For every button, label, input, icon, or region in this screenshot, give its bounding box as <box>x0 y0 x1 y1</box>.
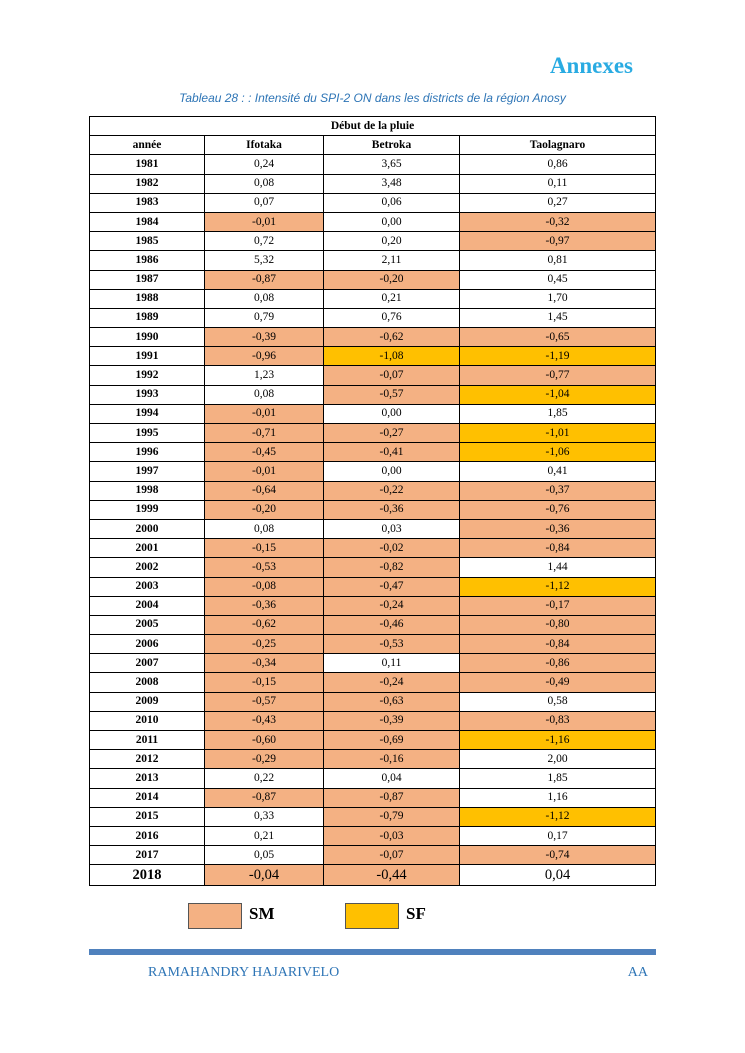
ifotaka-cell: -0,57 <box>205 692 324 711</box>
year-cell: 2007 <box>90 654 205 673</box>
ifotaka-cell: 0,79 <box>205 308 324 327</box>
year-cell: 1991 <box>90 347 205 366</box>
betroka-cell: -0,02 <box>324 539 460 558</box>
footer-author: RAMAHANDRY HAJARIVELO <box>148 965 340 980</box>
year-cell: 1983 <box>90 193 205 212</box>
betroka-cell: -0,22 <box>324 481 460 500</box>
taolagnaro-cell: -0,97 <box>460 232 656 251</box>
year-cell: 2008 <box>90 673 205 692</box>
taolagnaro-cell: -1,06 <box>460 443 656 462</box>
year-cell: 1999 <box>90 500 205 519</box>
year-cell: 1990 <box>90 328 205 347</box>
table-row <box>90 270 656 289</box>
table-row <box>90 155 656 174</box>
table-row <box>90 424 656 443</box>
table-row <box>90 692 656 711</box>
taolagnaro-cell: -0,84 <box>460 539 656 558</box>
betroka-cell: 0,21 <box>324 289 460 308</box>
column-header-taolagnaro: Taolagnaro <box>460 136 656 155</box>
ifotaka-cell: -0,34 <box>205 654 324 673</box>
table-row <box>90 462 656 481</box>
taolagnaro-cell: -0,77 <box>460 366 656 385</box>
betroka-cell: -0,39 <box>324 711 460 730</box>
betroka-cell: 3,65 <box>324 155 460 174</box>
column-header-ifotaka: Ifotaka <box>205 136 324 155</box>
legend-swatch-sf <box>345 903 399 929</box>
ifotaka-cell: 0,22 <box>205 769 324 788</box>
ifotaka-cell: -0,53 <box>205 558 324 577</box>
betroka-cell: -0,03 <box>324 826 460 845</box>
betroka-cell: -0,27 <box>324 424 460 443</box>
taolagnaro-cell: 2,00 <box>460 750 656 769</box>
ifotaka-cell: 1,23 <box>205 366 324 385</box>
ifotaka-cell: -0,39 <box>205 328 324 347</box>
betroka-cell: -0,87 <box>324 788 460 807</box>
betroka-cell: 0,06 <box>324 193 460 212</box>
betroka-cell: -0,62 <box>324 328 460 347</box>
legend-swatch-sm <box>188 903 242 929</box>
page-title: Annexes <box>549 53 633 78</box>
year-cell: 1995 <box>90 424 205 443</box>
betroka-cell: -0,69 <box>324 731 460 750</box>
year-cell: 2013 <box>90 769 205 788</box>
year-cell: 1987 <box>90 270 205 289</box>
taolagnaro-cell: 0,58 <box>460 692 656 711</box>
table-body <box>90 155 656 886</box>
taolagnaro-cell: -0,32 <box>460 212 656 231</box>
table-row <box>90 711 656 730</box>
table-row <box>90 846 656 865</box>
year-cell: 1989 <box>90 308 205 327</box>
table-row <box>90 174 656 193</box>
taolagnaro-cell: -0,17 <box>460 596 656 615</box>
table-row <box>90 865 656 886</box>
taolagnaro-cell: -0,36 <box>460 519 656 538</box>
spi-table <box>89 116 656 886</box>
ifotaka-cell: -0,01 <box>205 212 324 231</box>
ifotaka-cell: -0,87 <box>205 270 324 289</box>
year-cell: 1981 <box>90 155 205 174</box>
table-row <box>90 385 656 404</box>
taolagnaro-cell: -0,80 <box>460 615 656 634</box>
year-cell: 1998 <box>90 481 205 500</box>
year-cell: 1984 <box>90 212 205 231</box>
betroka-cell: 0,00 <box>324 212 460 231</box>
ifotaka-cell: -0,43 <box>205 711 324 730</box>
table-row <box>90 212 656 231</box>
column-header-betroka: Betroka <box>324 136 460 155</box>
table-row <box>90 750 656 769</box>
table-row <box>90 443 656 462</box>
betroka-cell: -0,82 <box>324 558 460 577</box>
table-row <box>90 481 656 500</box>
taolagnaro-cell: 1,70 <box>460 289 656 308</box>
ifotaka-cell: -0,71 <box>205 424 324 443</box>
year-cell: 2014 <box>90 788 205 807</box>
year-cell: 1986 <box>90 251 205 270</box>
taolagnaro-cell: -0,76 <box>460 500 656 519</box>
year-cell: 2017 <box>90 846 205 865</box>
year-cell: 2004 <box>90 596 205 615</box>
table-row <box>90 404 656 423</box>
taolagnaro-cell: 0,41 <box>460 462 656 481</box>
table-row <box>90 366 656 385</box>
taolagnaro-cell: -1,16 <box>460 731 656 750</box>
year-cell: 1997 <box>90 462 205 481</box>
betroka-cell: -0,24 <box>324 673 460 692</box>
ifotaka-cell: -0,60 <box>205 731 324 750</box>
taolagnaro-cell: -1,19 <box>460 347 656 366</box>
ifotaka-cell: 0,33 <box>205 807 324 826</box>
ifotaka-cell: -0,15 <box>205 539 324 558</box>
betroka-cell: -0,07 <box>324 846 460 865</box>
betroka-cell: 0,11 <box>324 654 460 673</box>
taolagnaro-cell: -1,12 <box>460 577 656 596</box>
ifotaka-cell: -0,45 <box>205 443 324 462</box>
betroka-cell: 0,76 <box>324 308 460 327</box>
betroka-cell: -0,53 <box>324 635 460 654</box>
table-row <box>90 635 656 654</box>
taolagnaro-cell: -1,04 <box>460 385 656 404</box>
table-caption: Tableau 28 : : Intensité du SPI-2 ON dans les districts de la région Anosy <box>179 91 566 105</box>
table-row <box>90 347 656 366</box>
year-cell: 1992 <box>90 366 205 385</box>
betroka-cell: 0,00 <box>324 462 460 481</box>
taolagnaro-cell: -0,74 <box>460 846 656 865</box>
taolagnaro-cell: -0,84 <box>460 635 656 654</box>
taolagnaro-cell: -0,37 <box>460 481 656 500</box>
betroka-cell: -0,44 <box>324 865 460 886</box>
betroka-cell: -0,47 <box>324 577 460 596</box>
ifotaka-cell: -0,20 <box>205 500 324 519</box>
betroka-cell: -0,63 <box>324 692 460 711</box>
table-row <box>90 289 656 308</box>
year-cell: 2012 <box>90 750 205 769</box>
betroka-cell: 0,20 <box>324 232 460 251</box>
year-cell: 1982 <box>90 174 205 193</box>
footer-page: AA <box>627 965 648 980</box>
betroka-cell: -0,57 <box>324 385 460 404</box>
taolagnaro-cell: -1,12 <box>460 807 656 826</box>
ifotaka-cell: 5,32 <box>205 251 324 270</box>
table-row <box>90 500 656 519</box>
taolagnaro-cell: 0,45 <box>460 270 656 289</box>
betroka-cell: -0,24 <box>324 596 460 615</box>
column-header-annee: année <box>90 136 205 155</box>
taolagnaro-cell: 1,44 <box>460 558 656 577</box>
table-row <box>90 769 656 788</box>
betroka-cell: 0,03 <box>324 519 460 538</box>
ifotaka-cell: -0,96 <box>205 347 324 366</box>
taolagnaro-cell: -0,83 <box>460 711 656 730</box>
footer-divider <box>89 949 656 955</box>
table-row <box>90 308 656 327</box>
year-cell: 2018 <box>90 865 205 886</box>
ifotaka-cell: 0,05 <box>205 846 324 865</box>
table-row <box>90 519 656 538</box>
betroka-cell: 3,48 <box>324 174 460 193</box>
betroka-cell: -0,46 <box>324 615 460 634</box>
taolagnaro-cell: 0,04 <box>460 865 656 886</box>
year-cell: 1993 <box>90 385 205 404</box>
legend-label-sf: SF <box>406 904 426 923</box>
ifotaka-cell: 0,08 <box>205 174 324 193</box>
ifotaka-cell: 0,08 <box>205 519 324 538</box>
taolagnaro-cell: 1,85 <box>460 404 656 423</box>
table-row <box>90 539 656 558</box>
year-cell: 2015 <box>90 807 205 826</box>
taolagnaro-cell: 1,16 <box>460 788 656 807</box>
taolagnaro-cell: 0,17 <box>460 826 656 845</box>
betroka-cell: -0,41 <box>324 443 460 462</box>
group-header: Début de la pluie <box>90 117 656 136</box>
betroka-cell: -0,16 <box>324 750 460 769</box>
betroka-cell: -0,79 <box>324 807 460 826</box>
table-row <box>90 654 656 673</box>
year-cell: 1994 <box>90 404 205 423</box>
year-cell: 1985 <box>90 232 205 251</box>
taolagnaro-cell: 0,81 <box>460 251 656 270</box>
ifotaka-cell: 0,07 <box>205 193 324 212</box>
table-row <box>90 615 656 634</box>
table-row <box>90 596 656 615</box>
year-cell: 2016 <box>90 826 205 845</box>
taolagnaro-cell: 1,45 <box>460 308 656 327</box>
ifotaka-cell: 0,72 <box>205 232 324 251</box>
table-row <box>90 577 656 596</box>
ifotaka-cell: -0,25 <box>205 635 324 654</box>
year-cell: 2009 <box>90 692 205 711</box>
betroka-cell: -1,08 <box>324 347 460 366</box>
table-row <box>90 807 656 826</box>
table-row <box>90 558 656 577</box>
betroka-cell: -0,36 <box>324 500 460 519</box>
table-row <box>90 731 656 750</box>
taolagnaro-cell: 0,11 <box>460 174 656 193</box>
ifotaka-cell: -0,01 <box>205 462 324 481</box>
year-cell: 2000 <box>90 519 205 538</box>
year-cell: 2005 <box>90 615 205 634</box>
betroka-cell: 0,00 <box>324 404 460 423</box>
betroka-cell: 2,11 <box>324 251 460 270</box>
taolagnaro-cell: -0,86 <box>460 654 656 673</box>
taolagnaro-cell: -0,65 <box>460 328 656 347</box>
ifotaka-cell: -0,87 <box>205 788 324 807</box>
table-row <box>90 788 656 807</box>
betroka-cell: -0,07 <box>324 366 460 385</box>
taolagnaro-cell: 1,85 <box>460 769 656 788</box>
year-cell: 2010 <box>90 711 205 730</box>
table-row <box>90 673 656 692</box>
ifotaka-cell: 0,08 <box>205 385 324 404</box>
ifotaka-cell: -0,36 <box>205 596 324 615</box>
taolagnaro-cell: -1,01 <box>460 424 656 443</box>
year-cell: 2003 <box>90 577 205 596</box>
ifotaka-cell: -0,08 <box>205 577 324 596</box>
year-cell: 1996 <box>90 443 205 462</box>
ifotaka-cell: -0,04 <box>205 865 324 886</box>
ifotaka-cell: -0,62 <box>205 615 324 634</box>
taolagnaro-cell: -0,49 <box>460 673 656 692</box>
ifotaka-cell: -0,29 <box>205 750 324 769</box>
year-cell: 2001 <box>90 539 205 558</box>
year-cell: 1988 <box>90 289 205 308</box>
table-row <box>90 193 656 212</box>
ifotaka-cell: 0,24 <box>205 155 324 174</box>
table-row <box>90 826 656 845</box>
betroka-cell: -0,20 <box>324 270 460 289</box>
table-row <box>90 232 656 251</box>
table-row <box>90 328 656 347</box>
taolagnaro-cell: 0,27 <box>460 193 656 212</box>
legend-label-sm: SM <box>249 904 275 923</box>
table-row <box>90 251 656 270</box>
year-cell: 2006 <box>90 635 205 654</box>
ifotaka-cell: 0,21 <box>205 826 324 845</box>
ifotaka-cell: -0,15 <box>205 673 324 692</box>
ifotaka-cell: -0,64 <box>205 481 324 500</box>
year-cell: 2002 <box>90 558 205 577</box>
taolagnaro-cell: 0,86 <box>460 155 656 174</box>
ifotaka-cell: -0,01 <box>205 404 324 423</box>
betroka-cell: 0,04 <box>324 769 460 788</box>
ifotaka-cell: 0,08 <box>205 289 324 308</box>
year-cell: 2011 <box>90 731 205 750</box>
